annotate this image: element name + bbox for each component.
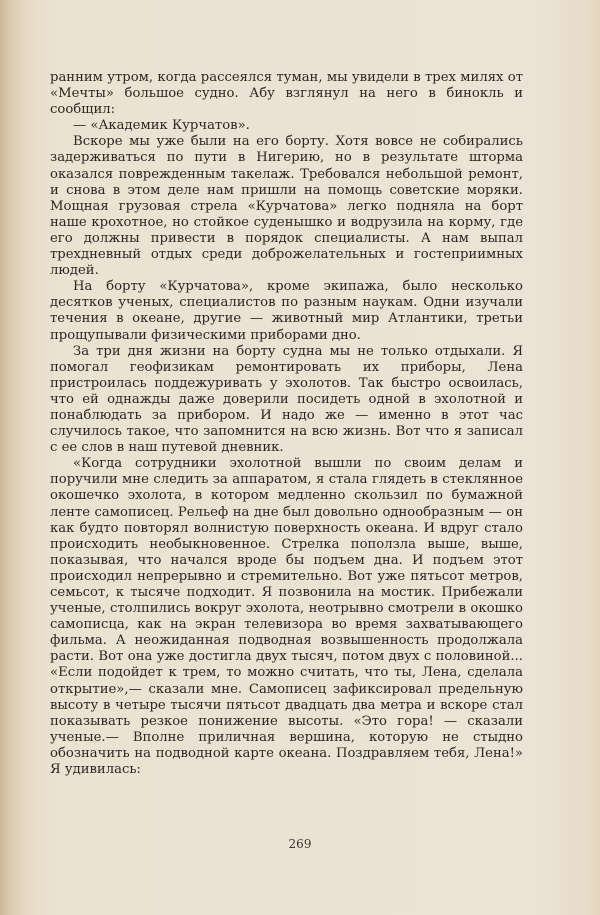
paragraph: На борту «Курчатова», кроме экипажа, было несколько десятков ученых, специалистов по разным наукам. Одни изучали течения в океане, другие — животный мир Атлантики, третьи прощупывали физическими приборами дно.	[50, 279, 523, 343]
paragraph-dialogue: — «Академик Курчатов».	[73, 118, 250, 134]
paragraph-quote: «Когда сотрудники эхолотной вышли по своим делам и поручили мне следить за аппаратом, я стала глядеть в стеклянное окошечко эхолота, в котором медленно скользил по бумажной ленте самописец. Рельеф на дне был довольно однообразным — он как будто повторял волнистую поверхность океана. И вдруг стало происходить необыкновенное. Стрелка поползла выше, выше, показывая, что начался вроде бы подъем дна. И подъем этот происходил непрерывно и стремительно. Вот уже пятьсот метров, семьсот, к тысяче подходит. Я позвонила на мостик. Прибежали ученые, столпились вокруг эхолота, неотрывно смотрели в окошко самописца, как на экран телевизора во время захватывающего фильма. А неожиданная подводная возвышенность продолжала расти. Вот она уже достигла двух тысяч, потом двух с половиной... «Если подойдет к трем, то можно считать, что ты, Лена, сделала открытие»,— сказали мне. Самописец зафиксировал предельную высоту в четыре тысячи пятьсот двадцать два метра и вскоре стал показывать резкое понижение высоты. «Это гора! — сказали ученые.— Вполне приличная вершина, которую не стыдно обозначить на подводной карте океана. Поздравляем тебя, Лена!» Я удивилась:	[50, 456, 523, 778]
page-number: 269	[288, 837, 312, 851]
paragraph: За три дня жизни на борту судна мы не только отдыхали. Я помогал геофизикам ремонтировать их приборы, Лена пристроилась поддежуривать у эхолотов. Так быстро освоилась, что ей однажды даже доверили посидеть одной в эхолотной и понаблюдать за прибором. И надо же — именно в этот час случилось такое, что запомнится на всю жизнь. Вот что я записал с ее слов в наш путевой дневник.	[50, 343, 523, 456]
paragraph: Вскоре мы уже были на его борту. Хотя вовсе не собирались задерживаться по пути в Нигерию, но в результате шторма оказался поврежденным такелаж. Требовался небольшой ремонт, и снова в этом деле нам пришли на помощь советские моряки. Мощная грузовая стрела «Курчатова» легко подняла на борт наше крохотное, но стойкое суденышко и водрузила на корму, где его должны привести в порядок специалисты. А нам выпал трехдневный отдых среди доброжелательных и гостеприимных людей.	[50, 134, 523, 279]
page-body	[50, 70, 523, 778]
paragraph-continued: ранним утром, когда рассеялся туман, мы увидели в трех милях от «Мечты» большое судно. Абу взглянул на него в бинокль и сообщил:	[50, 70, 523, 118]
